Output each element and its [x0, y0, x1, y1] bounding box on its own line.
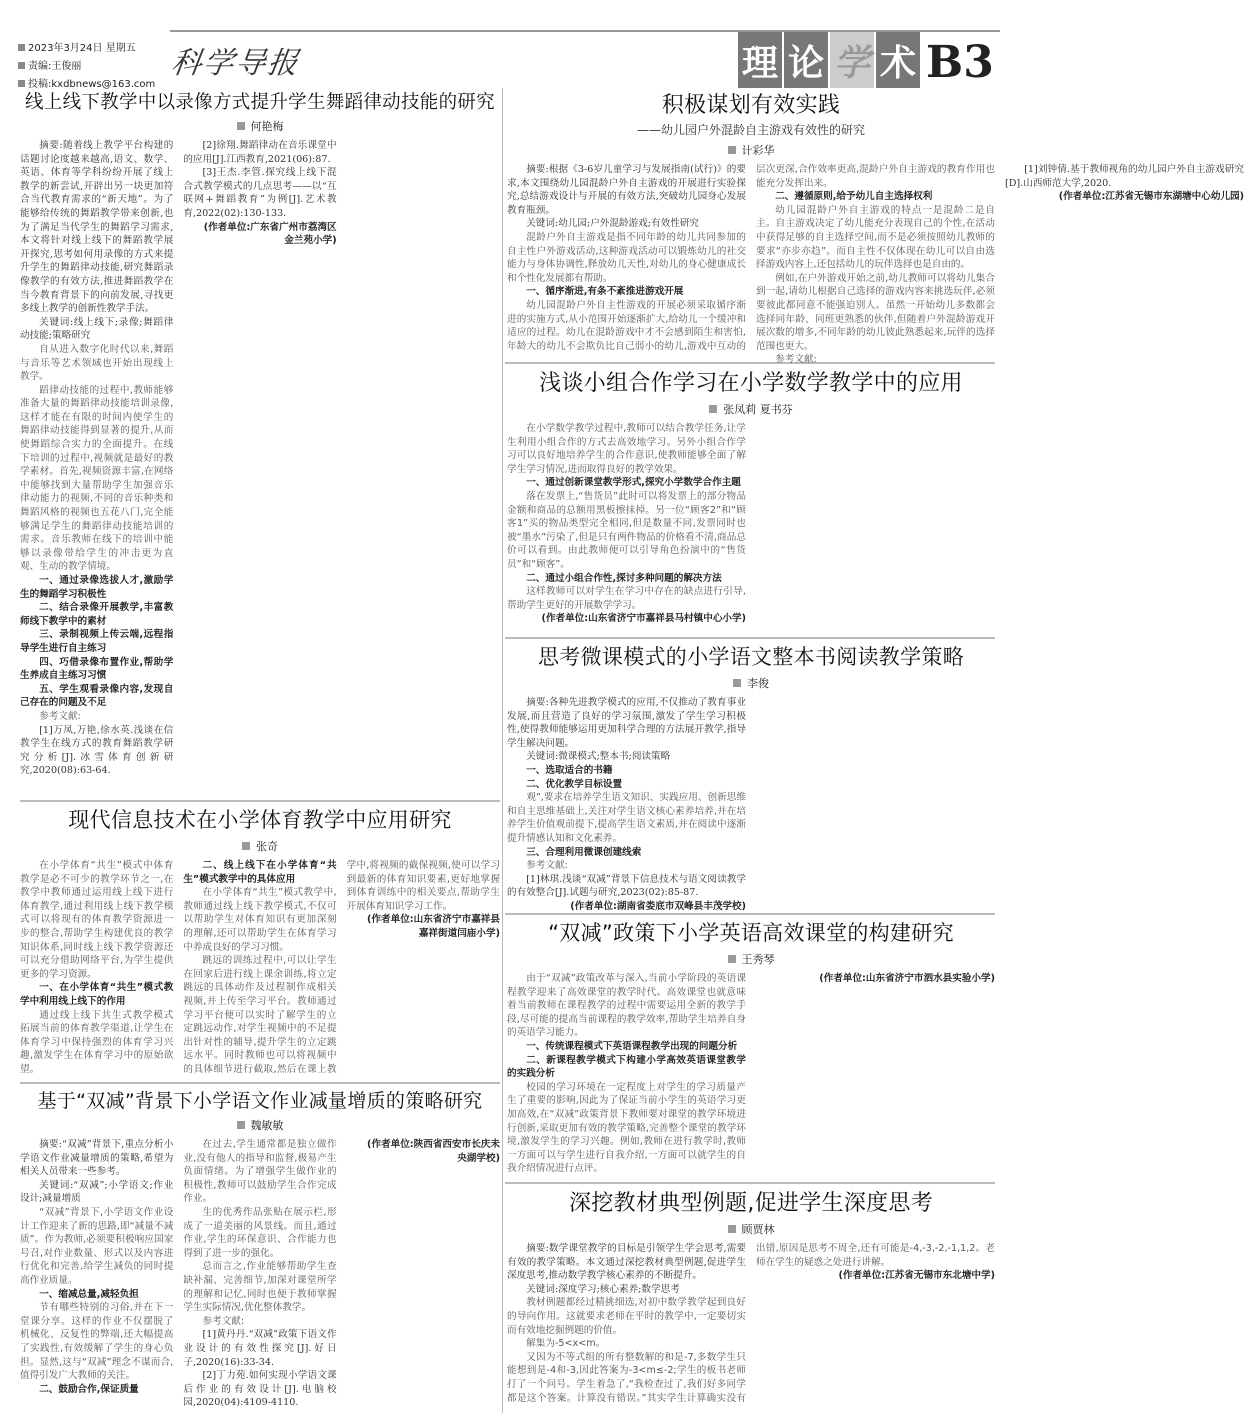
section-heading: 二、优化教学目标设置 — [526, 778, 623, 790]
paragraph: 幼儿园混龄户外自主游戏的特点一是混龄二是自主。自主游戏决定了幼儿能充分表现自己的个性,在活动中获得足够的自主选择空间,而不是必须按照幼儿教师的要求“亦步亦趋”。而自主性不仅体现在幼儿可以自由选择游戏内容上,还包括幼儿的玩伴选择也是自由的。 — [756, 204, 995, 271]
section-heading: 一、通过创新课堂教学形式,探究小学数学合作主题 — [526, 477, 741, 489]
article — [20, 88, 500, 798]
section-char: 学 — [830, 32, 874, 88]
author-affiliation: (作者单位:山东省济宁市嘉祥县马村镇中心小学) — [541, 613, 746, 625]
article — [507, 366, 995, 635]
paragraph: 参考文献: — [526, 860, 568, 872]
abstract-text: 摘要:随着线上教学平台构建的话题讨论度越来越高,语文、数学、英语、体育等学科纷纷开展了线上教学的新尝试,开辟出另一块更加符合当代教育需求的“新天地”。为了能够给传统的舞蹈教学带来创新,也为了满足当代学生的舞蹈学习需求,本文将针对线上线下的舞蹈教学展开探究,思考如何用录像的方式来提升学生的舞蹈律动技能,研究舞蹈录像教学的有效方法,推进舞蹈教学在当今教育背景下的向前发展,寻找更多线上教学的创新性教学手法。 — [20, 140, 174, 315]
article-title: 积极谋划有效实践 — [661, 93, 841, 118]
abstract-text: 关键词:线上线下;录像;舞蹈律动技能;策略研究 — [20, 316, 174, 342]
article-body — [507, 972, 995, 1187]
editor: 责编:王俊丽 — [18, 58, 155, 76]
submission-email: 投稿:kxdbnews@163.com — [18, 76, 155, 94]
section-heading: 一、循序渐进,有条不紊推进游戏开展 — [526, 286, 684, 298]
paragraph: 蹈律动技能的过程中,教师能够准备大量的舞蹈律动技能培训录像,这样才能在有限的时间内使学生的舞蹈律动技能得到显著的提升,从而使舞蹈综合实力的全面提升。在线下培训的过程中,视频就是最好的教学素材。首先,视频资源丰富,在网络中能够找到大量帮助学生加强音乐律动能力的视频,不同的音乐种类和舞蹈风格的视频也五花八门,完全能够满足学生的舞蹈律动技能培训的需求。音乐教师在线下的培训中能够以录像带给学生的冲击更为直观、生动的教学情境。 — [20, 384, 174, 573]
page-number: B3 — [926, 37, 994, 88]
paragraph: 跳远的训练过程中,可以让学生在回家后进行线上课余训练,将立定跳远的具体动作及过程制作成相关视频,并上传至学习平台。教师通过学习平台便可以实时了解学生的立定跳远动作,对学生视频中的不足提出针对性的辅导,提升学生的立定跳远水平。同时教师也可以将视频中的具体细节进行截取,然后在课上教学中,将视频的截保视频,使可以学习到最新的体育知识要素,更好地掌握到体育训练中的相关要点,帮助学生开展体育知识学习工作。 — [183, 860, 500, 1075]
paragraph: 生的优秀作品张贴在展示栏,形成了一道美丽的风景线。而且,通过作业,学生的环保意识、合作能力也得到了进一步的强化。 — [183, 1206, 337, 1259]
article-author: 何艳梅 — [20, 118, 500, 134]
author-affiliation: (作者单位:江苏省无锡市东湖塘中心幼儿园) — [1058, 191, 1244, 203]
article-author: 王秀琴 — [507, 951, 995, 967]
abstract-text: [1]黄丹丹.“双减”政策下语文作业设计的有效性探究[J].好日子,2020(16):33-34. — [183, 1329, 337, 1368]
article-author: 张凤莉 夏书芬 — [507, 401, 995, 417]
paragraph: 教材例题都经过精挑细选,对初中数学教学起到良好的导向作用。这就要求老师在平时的教学中,一定要切实而有效地挖掘例题的价值。 — [507, 1297, 746, 1336]
paragraph: 又因为不等式组的所有整数解的和是-7,多数学生只能想到是-4和-3,因此答案为-3<m≤-2;学生的板书老师打了一个问号。学生着急了,“我检查过了,我们好多同学都是这个答案。计算没有错误。”其实学生计算确实没有出错,原因是思考不周全,还有可能是-4,-3,-2,-1,1,2。老师在学生的疑惑之处进行讲解。 — [507, 1243, 995, 1404]
abstract-text: 关键词:“双减”;小学语文;作业设计;减量增质 — [20, 1179, 174, 1205]
section-heading: 一、通过录像选拔人才,激励学生的舞蹈学习积极性 — [20, 575, 174, 600]
paragraph: 总而言之,作业能够帮助学生查缺补漏、完善细节,加深对课堂所学的理解和记忆,同时也便于教师掌握学生实际情况,优化整体教学。 — [183, 1261, 337, 1314]
section-heading: 二、遵循原则,给予幼儿自主选择权利 — [775, 191, 933, 203]
article-body — [507, 696, 995, 918]
article-body — [507, 163, 1244, 373]
section-heading: 二、新课程教学模式下构建小学高效英语课堂教学的实践分析 — [507, 1054, 746, 1080]
article — [507, 917, 995, 1180]
abstract-text: [2]丁力苑.如何实现小学语文课后作业的有效设计[J].电脑校园,2020(04):4109-4110. — [183, 1370, 337, 1409]
section-heading: 二、鼓励合作,保证质量 — [39, 1383, 139, 1395]
section-char: 论 — [784, 32, 828, 88]
article-title: 现代信息技术在小学体育教学中应用研究 — [68, 808, 452, 832]
section-heading: 二、结合录像开展教学,丰富教师线下教学中的素材 — [20, 602, 174, 627]
section-heading: 五、学生观看录像内容,发现自己存在的问题及不足 — [20, 683, 174, 709]
author-affiliation: (作者单位:湖南省娄底市双峰县丰茂学校) — [570, 900, 746, 912]
article-author: 计彩华 — [507, 142, 995, 158]
abstract-text: 摘要:各种先进教学模式的应用,不仅推动了教育事业发展,而且营造了良好的学习氛围,激发了学生学习积极性,使得教师能够运用更加科学合理的方法展开教学,指导学生解决问题。 — [507, 697, 746, 749]
section-heading: 三、合理利用微课创建线索 — [526, 846, 642, 858]
article-title: 线上线下教学中以录像方式提升学生舞蹈律动技能的研究 — [24, 92, 495, 113]
paragraph: 通过线上线下共生式教学模式拓展当前的体育教学渠道,让学生在体育学习中保持强烈的体育学习兴趣,激发学生在体育学习中的原始欲望。 — [20, 1009, 174, 1075]
author-affiliation: (作者单位:山东省济宁市嘉祥县嘉祥街道闫庙小学) — [367, 914, 500, 939]
paragraph: 在小学数学教学过程中,教师可以结合教学任务,让学生利用小组合作的方式去高效地学习。另外小组合作学习可以良好地培养学生的合作意识,使教师能够全面了解学生学习情况,进而取得良好的教学效果。 — [507, 423, 746, 475]
article — [20, 1086, 500, 1411]
abstract-text: 摘要:根据《3-6岁儿童学习与发展指南(试行)》的要求,本文围绕幼儿园混龄户外自主游戏的开展进行实验探究,总结游戏设计与开展的有效方法,突破幼儿园身心发展教育瓶颈。 — [507, 164, 746, 216]
paragraph: 这样教师可以对学生在学习中存在的缺点进行引导,帮助学生更好的开展数学学习。 — [507, 586, 746, 611]
paragraph: 例如,在户外游戏开始之前,幼儿教师可以将幼儿集合到一起,请幼儿根据自己选择的游戏内容来挑选玩伴,必须要彼此都同意不能强迫别人。虽然一开始幼儿多数都会选择同年龄、同班更熟悉的伙伴,但随着户外混龄游戏开展次数的增多,不同年龄的幼儿彼此熟悉起来,玩伴的选择范围也更大。 — [756, 272, 995, 352]
section-heading: 三、录制视频上传云端,远程指导学生进行自主练习 — [20, 629, 174, 654]
article — [20, 804, 500, 1080]
abstract-text: 关键词:微课模式;整本书;阅读策略 — [526, 751, 671, 763]
paragraph: 由于“双减”政策改革与深入,当前小学阶段的英语课程教学迎来了高效课堂的教学时代。高效课堂也就意味着当前教师在课程教学的过程中需要运用全新的教学手段,尽可能的提高当前课程的教学效率,帮助学生培养自身的英语学习能力。 — [507, 973, 746, 1039]
article — [507, 641, 995, 911]
column-divider — [502, 88, 503, 1413]
paragraph: 混龄户外自主游戏是指不同年龄的幼儿共同参加的自主性户外游戏活动,这种游戏活动可以锻炼幼儿的社交能力与身体协调性,释放幼儿天性,对幼儿的身心健康成长和个性化发展都有帮助。 — [507, 231, 746, 284]
paragraph: 幼儿园混龄户外自主性游戏的开展必须采取循序渐进的实施方式,从小范围开始逐渐扩大,给幼儿一个缓冲和适应的过程。幼儿在混龄游戏中才不会感到陌生和害怕,年龄大的幼儿不会欺负比自己弱小的幼儿,游戏中互动的层次更深,合作效率更高,混龄户外自主游戏的教育作用也能充分发挥出来。 — [507, 164, 995, 352]
paragraph: “双减”背景下,小学语文作业设计工作迎来了新的思路,即“减量不减质”。作为教师,必须要积极响应国家号召,对作业数量、形式以及内容进行优化和完善,给学生减负的同时提高作业质量。 — [20, 1206, 174, 1286]
abstract-text: 摘要:“双减”背景下,重点分析小学语文作业减量增质的策略,希望为相关人员带来一些参考。 — [20, 1139, 174, 1178]
article-body — [20, 859, 500, 1087]
paragraph: 节有哪些特别的习俗,并在下一堂课分享。这样的作业不仅摆脱了机械化、反复性的弊端,还大幅提高了实践性,有效缓解了学生的身心负担。显然,这与“双减”理念不谋而合,值得引发广大教师的关注。 — [20, 1302, 174, 1382]
paragraph: 自从进入数字化时代以来,舞蹈与音乐等艺术领域也开始出现线上教学。 — [20, 343, 174, 383]
abstract-text: 关键词:深度学习;核心素养;数学思考 — [526, 1283, 680, 1295]
paragraph: 校园的学习环境在一定程度上对学生的学习质量产生了重要的影响,因此为了保证当前小学生的英语学习更加高效,在“双减”政策背景下教师要对课堂的教学环境进行创新,采取更加有效的教学策略,完善整个课堂的教学环境,激发学生的学习兴趣。例如,教师在进行教学时,教师一方面可以与学生进行自我介绍,一方面可以就学生的自我介绍情况进行点评。 — [507, 1081, 746, 1175]
paragraph: 参考文献: — [39, 710, 81, 722]
article-author: 张奇 — [20, 838, 500, 854]
abstract-text: [1]刘钟倩.基于教师视角的幼儿园户外自主游戏研究[D].山西师范大学,2020. — [1005, 164, 1244, 189]
article-body — [507, 1242, 995, 1419]
article-title: 深挖教材典型例题,促进学生深度思考 — [568, 1191, 934, 1216]
paragraph: 解集为-5<x<m。 — [526, 1338, 606, 1350]
issue-date: 2023年3月24日 星期五 — [18, 40, 155, 58]
section-char: 术 — [876, 32, 920, 88]
author-affiliation: (作者单位:江苏省无锡市东北塘中学) — [838, 1270, 995, 1282]
paragraph: 观”,要求在培养学生语文知识、实践应用、创新思维和自主思维基础上,关注对学生语文核心素养培养,并在培养学生价值观前提下,提高学生语文素质,并在阅读中逐渐提升情感认知和文化素养。 — [507, 792, 746, 844]
section-banner — [738, 32, 994, 88]
article-title: 基于“双减”背景下小学语文作业减量增质的策略研究 — [37, 1090, 483, 1112]
section-char: 理 — [738, 32, 782, 88]
section-heading: 一、传统课程模式下英语课程教学出现的问题分析 — [526, 1040, 738, 1052]
author-affiliation: (作者单位:广东省广州市荔湾区金兰苑小学) — [203, 221, 337, 247]
paragraph: 在过去,学生通常都是独立做作业,没有他人的指导和监督,极易产生负面情绪。为了增强学生做作业的积极性,教师可以鼓励学生合作完成作业。 — [183, 1139, 337, 1205]
paragraph: 落在发票上,“售货员”此时可以将发票上的部分物品金额和商品的总额用黑板擦抹掉。另一位“顾客2”和“顾客1”买的物品类型完全相同,但是数量不同,发票同时也被“墨水”污染了,但是只有两件物品的价格看不清,商品总价可以看到。由此教师便可以引导角色扮演中的“售货员”和“顾客”。 — [507, 490, 746, 570]
section-heading: 一、选取适合的书籍 — [526, 764, 613, 776]
article-title: 思考微课模式的小学语文整本书阅读教学策略 — [538, 645, 964, 669]
section-heading: 一、在小学体育“共生”模式教学中利用线上线下的作用 — [20, 982, 174, 1007]
paragraph: 在小学体育“共生”模式中体育教学是必不可少的教学环节之一,在教学中教师通过运用线上线下进行体育教学,通过利用线上线下教学模式可以将现有的体育教学资源进一步的整合,帮助学生构建优良的教学知识体系,同时线上线下教学资源还可以充分借助网络平台,为学生提供更多的学习资源。 — [20, 860, 174, 980]
paragraph: 参考文献: — [202, 1315, 245, 1327]
section-heading: 二、通过小组合作性,探讨多种问题的解决方法 — [526, 572, 722, 584]
article-body — [507, 422, 995, 643]
article-author: 李俊 — [507, 675, 995, 691]
abstract-text: [3]王杰.李管.探究线上线下混合式教学模式的几点思考——以“互联网+舞蹈教育”为例[J].艺术教育,2022(02):130-133. — [183, 167, 337, 219]
abstract-text: [1]林琪.浅谈“双减”背景下信息技术与语文阅读教学的有效整合[J].试题与研究,2023(02):85-87. — [507, 873, 746, 899]
article-body — [20, 1138, 500, 1415]
newspaper-logo: 科学导报 — [169, 46, 302, 81]
article-author: 魏敏敏 — [20, 1117, 500, 1133]
abstract-text: 摘要:数学课堂教学的目标是引领学生学会思考,需要有效的教学策略。本文通过深挖教材典型例题,促进学生深度思考,推动数学教学核心素养的不断提升。 — [507, 1243, 746, 1282]
section-heading: 二、线上线下在小学体育“共生”模式教学中的具体应用 — [183, 860, 337, 885]
author-affiliation: (作者单位:陕西省西安市长庆未央湖学校) — [367, 1139, 500, 1164]
article-title: “双减”政策下小学英语高效课堂的构建研究 — [548, 921, 954, 945]
section-heading: 四、巧借录像布置作业,帮助学生养成自主练习习惯 — [20, 656, 174, 682]
abstract-text: [1]万凤,万艳,徐水英.浅谈在信教学生在线方式的教育舞蹈教学研究分析[J].冰雪体育创新研究,2020(08):63-64. — [20, 724, 174, 777]
paragraph: 参考文献: — [775, 354, 817, 366]
author-affiliation: (作者单位:山东省济宁市泗水县实验小学) — [819, 973, 995, 984]
article — [507, 1186, 995, 1411]
article-body — [20, 139, 500, 801]
masthead-meta — [18, 40, 155, 94]
abstract-text: [2]徐翔.舞蹈律动在音乐课堂中的应用[J].江西教育,2021(06):87. — [183, 140, 337, 165]
paragraph: 在小学体育“共生”模式教学中,教师通过线上线下教学模式,不仅可以帮助学生对体育知识有更加深刻的理解,还可以帮助学生在体育学习中养成良好的学习习惯。 — [183, 887, 337, 953]
article-subtitle: ——幼儿园户外混龄自主游戏有效性的研究 — [636, 123, 865, 137]
section-heading: 一、缩减总量,减轻负担 — [39, 1288, 139, 1300]
article-title: 浅谈小组合作学习在小学数学教学中的应用 — [539, 371, 963, 396]
article — [507, 88, 1244, 366]
abstract-text: 关键词:幼儿园;户外混龄游戏;有效性研究 — [526, 218, 699, 230]
article-author: 顾贾林 — [507, 1221, 995, 1237]
